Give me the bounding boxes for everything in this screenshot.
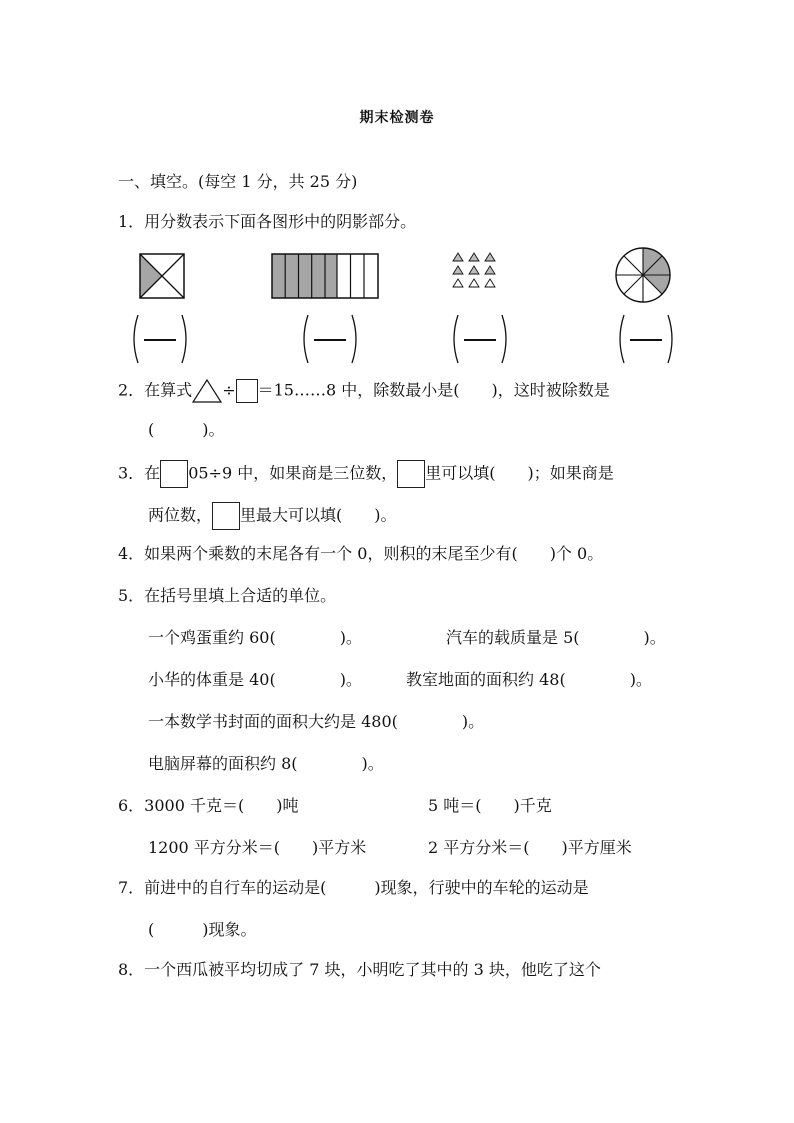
question-6-item-c: 1200 平方分米＝( )平方米 <box>148 838 367 857</box>
question-5-item-e: 一本数学书封面的面积大约是 480( )。 <box>148 712 485 731</box>
question-8-text: 8．一个西瓜被平均切成了 7 块，小明吃了其中的 3 块，他吃了这个 <box>118 960 601 979</box>
question-6-item-d: 2 平方分米＝( )平方厘米 <box>428 838 632 857</box>
question-5-item-d: 教室地面的面积约 48( )。 <box>406 670 652 689</box>
triangle-placeholder-icon <box>192 378 222 404</box>
question-5-item-a: 一个鸡蛋重约 60( )。 <box>148 628 362 647</box>
question-2-line-1: 2．在算式 ÷ ＝15……8 中，除数最小是( )，这时被除数是 <box>118 378 610 404</box>
question-6-item-a: 6．3000 千克＝( )吨 <box>118 796 299 815</box>
section-heading: 一、填空。(每空 1 分，共 25 分) <box>118 172 358 191</box>
question-6-item-b: 5 吨＝( )千克 <box>428 796 552 815</box>
question-5-text: 5．在括号里填上合适的单位。 <box>118 586 337 605</box>
page-title: 期末检测卷 <box>359 110 435 126</box>
question-3-line-1: 3．在 05÷9 中，如果商是三位数， 里可以填( )；如果商是 <box>118 460 614 488</box>
figure-triangle-grid <box>450 251 504 291</box>
figure-strip-rectangle <box>271 253 379 299</box>
answer-blank-1[interactable] <box>130 314 190 364</box>
question-5-item-b: 汽车的载质量是 5( )。 <box>446 628 666 647</box>
figure-sector-circle <box>614 246 672 304</box>
question-7-line-1: 7．前进中的自行车的运动是( )现象，行驶中的车轮的运动是 <box>118 878 589 897</box>
question-3-line-2: 两位数， 里最大可以填( )。 <box>148 502 397 530</box>
answer-blank-3[interactable] <box>450 314 510 364</box>
answer-blank-2[interactable] <box>300 314 360 364</box>
square-placeholder-box <box>236 379 258 403</box>
figure-square-x <box>139 253 185 299</box>
question-5-item-f: 电脑屏幕的面积约 8( )。 <box>148 754 384 773</box>
question-4-text: 4．如果两个乘数的末尾各有一个 0，则积的末尾至少有( )个 0。 <box>118 544 604 563</box>
square-placeholder-box <box>160 460 188 488</box>
question-7-line-2: ( )现象。 <box>148 920 257 939</box>
square-placeholder-box <box>397 460 425 488</box>
question-1-text: 1．用分数表示下面各图形中的阴影部分。 <box>118 212 417 231</box>
question-5-item-c: 小华的体重是 40( )。 <box>148 670 362 689</box>
answer-blank-4[interactable] <box>616 314 676 364</box>
square-placeholder-box <box>212 502 240 530</box>
question-2-line-2: ( )。 <box>148 420 225 439</box>
